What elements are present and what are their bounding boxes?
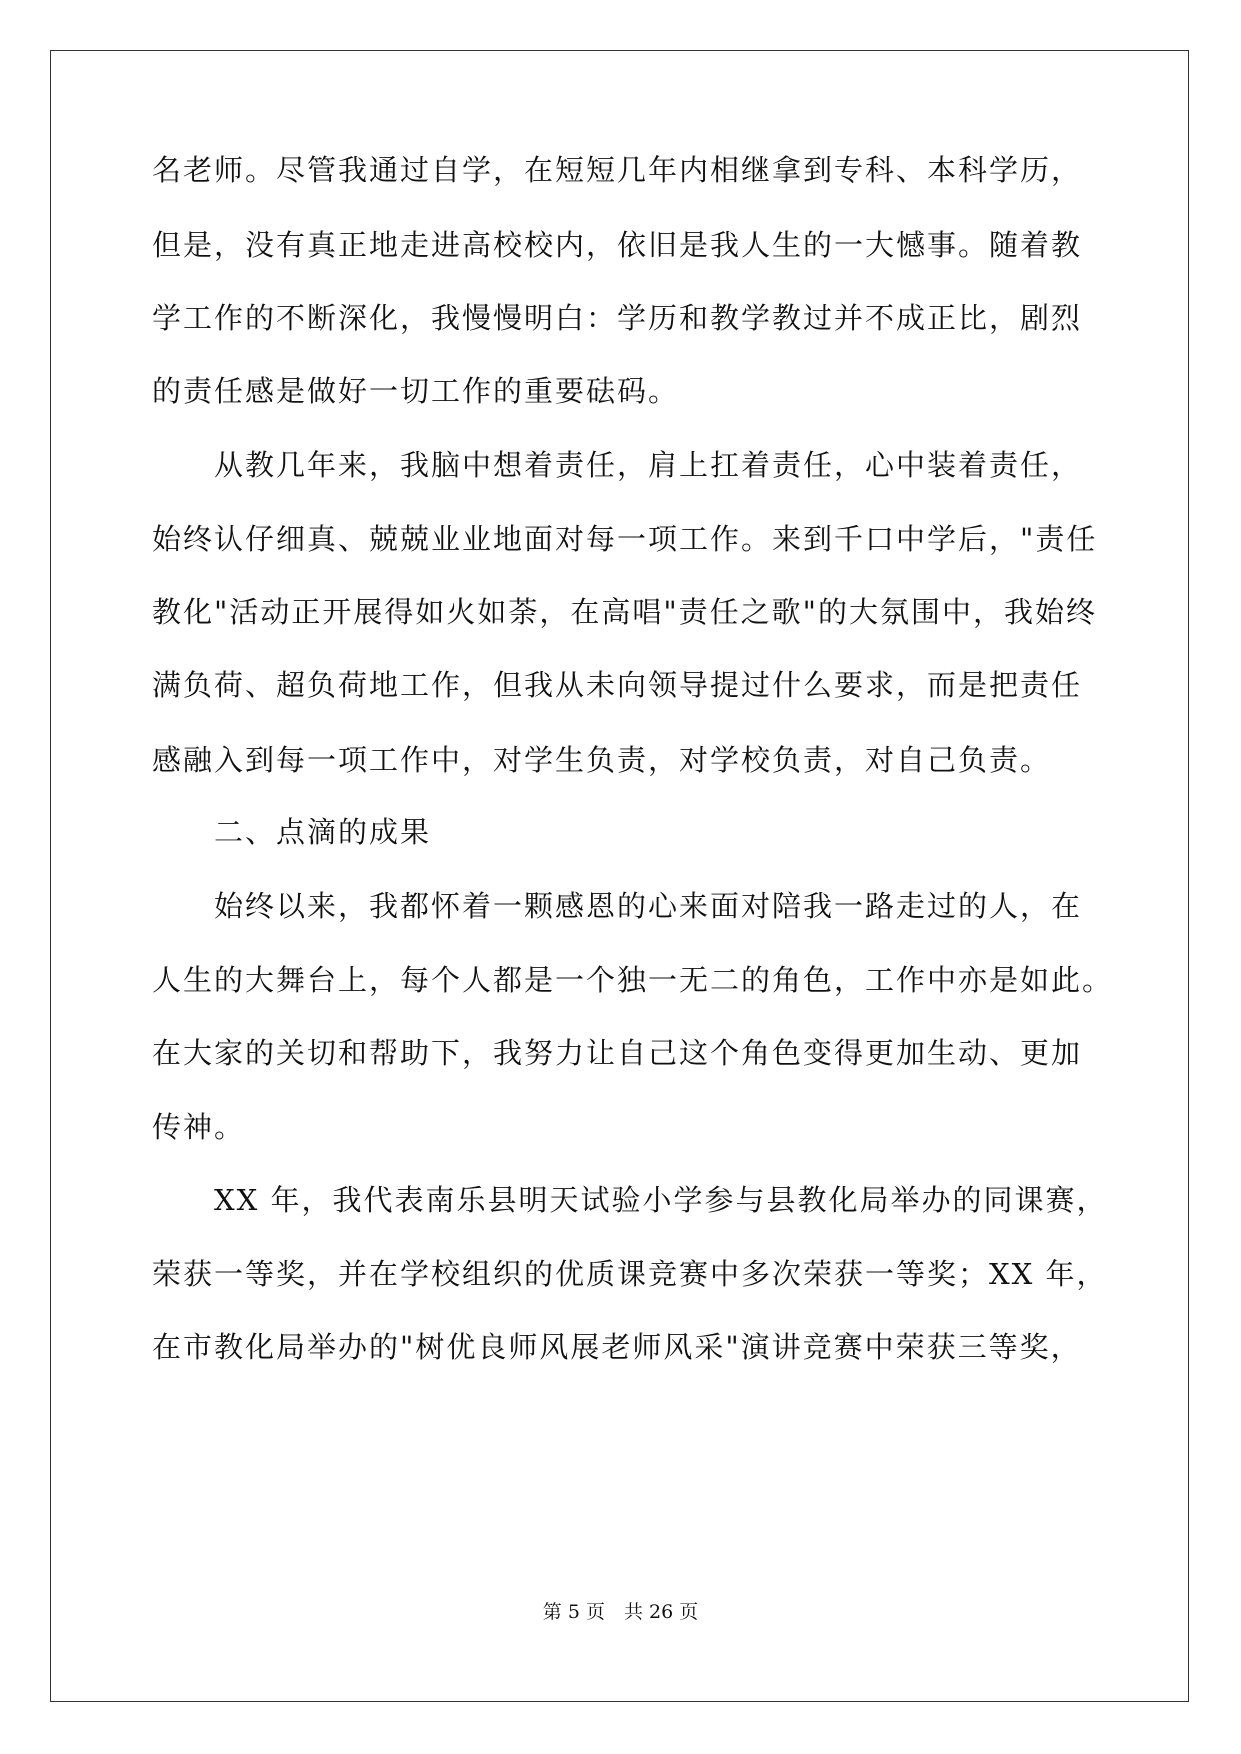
- text-line: 在大家的关切和帮助下，我努力让自己这个角色变得更加生动、更加: [152, 1036, 1083, 1070]
- text-line: 教化"活动正开展得如火如荼，在高唱"责任之歌"的大氛围中，我始终: [152, 595, 1098, 629]
- text-line: 感融入到每一项工作中，对学生负责，对学校负责，对自己负责。: [152, 743, 1052, 777]
- text-line: 在市教化局举办的"树优良师风展老师风采"演讲竞赛中荣获三等奖，: [152, 1330, 1082, 1364]
- text-line: XX 年，我代表南乐县明天试验小学参与县教化局举办的同课赛，: [214, 1183, 1108, 1217]
- text-line: 从教几年来，我脑中想着责任，肩上扛着责任，心中装着责任，: [214, 448, 1083, 482]
- text-line: 的责任感是做好一切工作的重要砝码。: [152, 374, 680, 408]
- page-number: 第 5 页 共 26 页: [542, 1601, 699, 1623]
- text-line: 始终以来，我都怀着一颗感恩的心来面对陪我一路走过的人，在: [214, 889, 1083, 923]
- section-heading: 二、点滴的成果: [214, 815, 432, 849]
- text-line: 满负荷、超负荷地工作，但我从未向领导提过什么要求，而是把责任: [152, 668, 1083, 702]
- text-line: 但是，没有真正地走进高校校内，依旧是我人生的一大憾事。随着教: [152, 228, 1083, 262]
- text-line: 学工作的不断深化，我慢慢明白：学历和教学教过并不成正比，剧烈: [152, 301, 1083, 335]
- text-line: 荣获一等奖，并在学校组织的优质课竞赛中多次荣获一等奖；XX 年，: [152, 1257, 1108, 1291]
- text-line: 名老师。尽管我通过自学，在短短几年内相继拿到专科、本科学历，: [152, 153, 1083, 187]
- text-line: 传神。: [152, 1110, 246, 1144]
- text-line: 始终认仔细真、兢兢业业地面对每一项工作。来到千口中学后，"责任: [152, 522, 1098, 556]
- text-line: 人生的大舞台上，每个人都是一个独一无二的角色，工作中亦是如此。: [152, 963, 1114, 997]
